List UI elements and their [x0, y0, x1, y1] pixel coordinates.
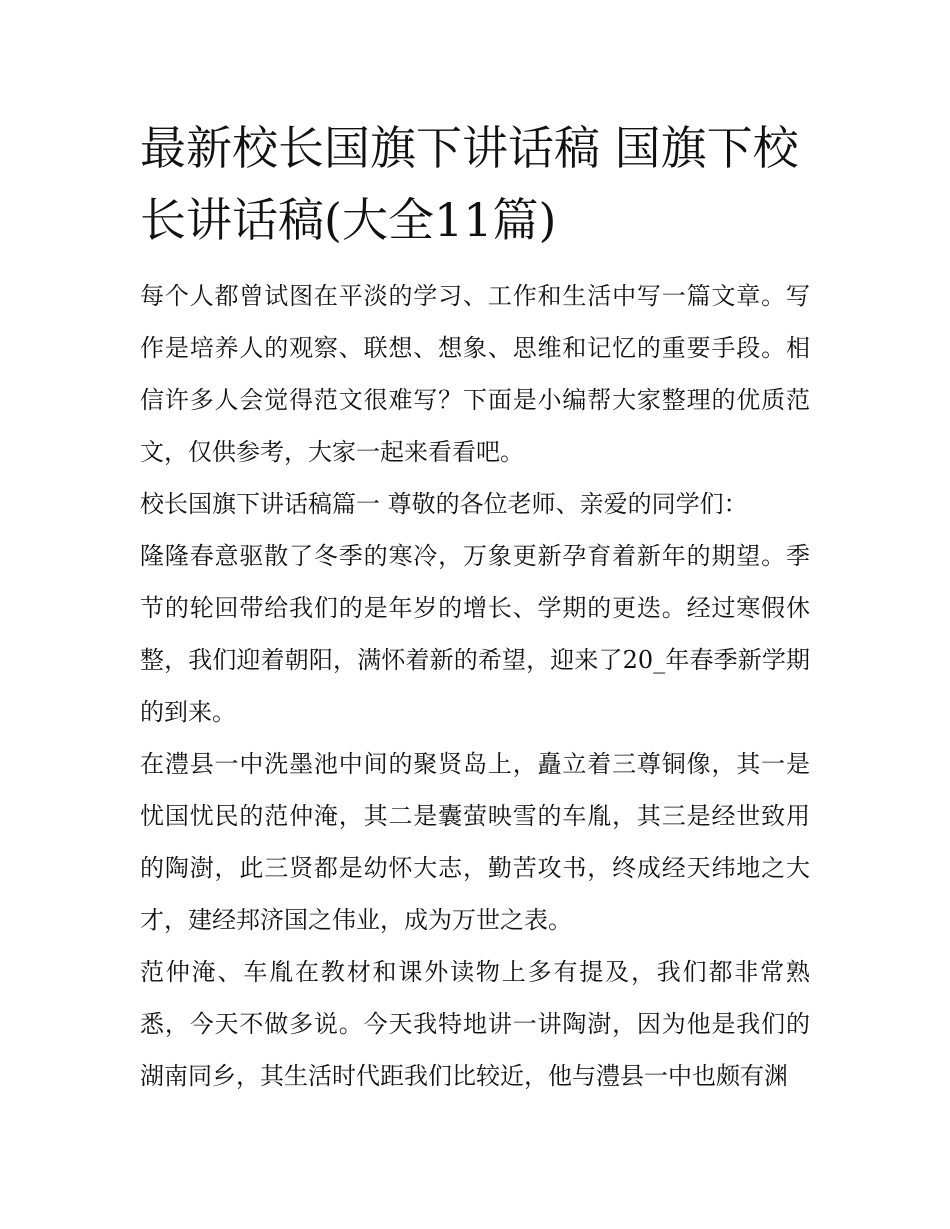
intro-paragraph: 每个人都曾试图在平淡的学习、工作和生活中写一篇文章。写作是培养人的观察、联想、想象、思维和记忆的重要手段。相信许多人会觉得范文很难写？下面是小编帮大家整理的优质范文，仅供参考，大家一起来看看吧。 [140, 282, 810, 466]
body-paragraph-1: 隆隆春意驱散了冬季的寒冷，万象更新孕育着新年的期望。季节的轮回带给我们的是年岁的增长、学期的更迭。经过寒假休整，我们迎着朝阳，满怀着新的希望，迎来了20_年春季新学期的到来。 [140, 542, 810, 726]
document-title: 最新校长国旗下讲话稿 国旗下校长讲话稿(大全11篇) [140, 121, 799, 247]
body-paragraph-2: 在澧县一中洗墨池中间的聚贤岛上，矗立着三尊铜像，其一是忧国忧民的范仲淹，其二是囊萤映雪的车胤，其三是经世致用的陶澍，此三贤都是幼怀大志，勤苦攻书，终成经天纬地之大才，建经邦济国之伟业，成为万世之表。 [140, 750, 810, 934]
document-body [140, 270, 810, 1102]
speech-heading-line: 校长国旗下讲话稿篇一 尊敬的各位老师、亲爱的同学们： [140, 490, 748, 518]
body-paragraph-3: 范仲淹、车胤在教材和课外读物上多有提及，我们都非常熟悉，今天不做多说。今天我特地讲一讲陶澍，因为他是我们的湖南同乡，其生活时代距我们比较近，他与澧县一中也颇有渊 [140, 958, 810, 1090]
